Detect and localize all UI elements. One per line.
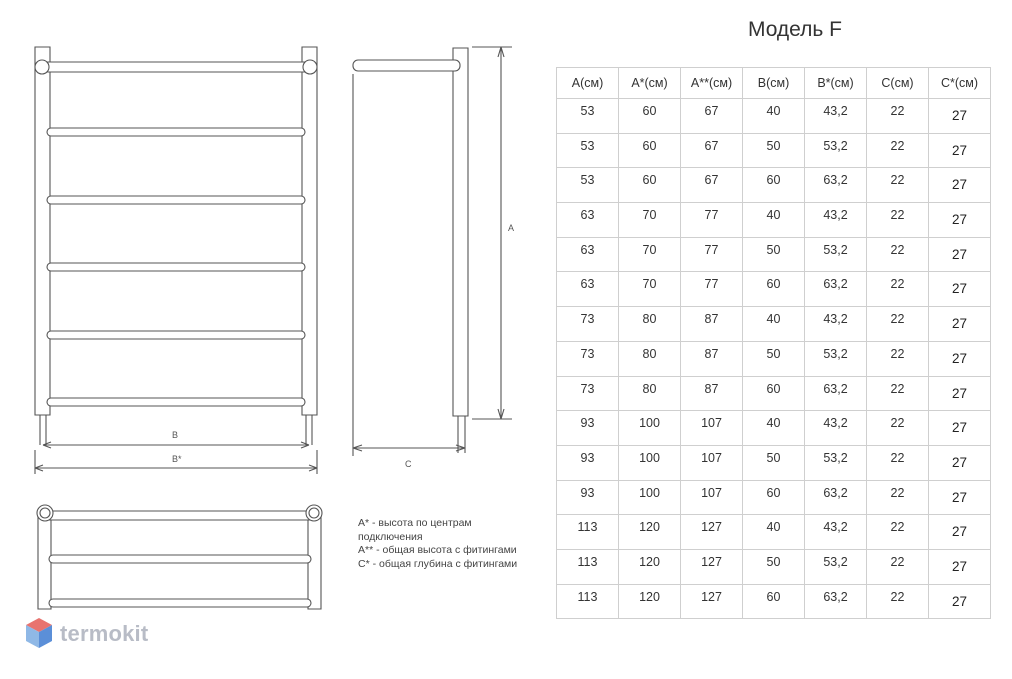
table-cell: 67 bbox=[681, 99, 743, 134]
table-cell: 22 bbox=[867, 307, 929, 342]
table-cell: 50 bbox=[743, 445, 805, 480]
column-header: A(см) bbox=[557, 68, 619, 99]
table-cell: 80 bbox=[619, 341, 681, 376]
table-cell: 22 bbox=[867, 549, 929, 584]
table-cell: 27 bbox=[929, 307, 991, 342]
table-cell: 22 bbox=[867, 203, 929, 238]
top-view-bar-2 bbox=[49, 555, 311, 563]
front-left-post bbox=[35, 47, 50, 415]
column-header: A**(см) bbox=[681, 68, 743, 99]
front-view bbox=[35, 47, 317, 474]
table-cell: 27 bbox=[929, 584, 991, 619]
table-cell: 60 bbox=[743, 376, 805, 411]
table-cell: 27 bbox=[929, 445, 991, 480]
table-cell: 127 bbox=[681, 549, 743, 584]
table-cell: 73 bbox=[557, 341, 619, 376]
table-cell: 43,2 bbox=[805, 307, 867, 342]
table-row bbox=[557, 480, 991, 515]
table-row bbox=[557, 549, 991, 584]
table-cell: 70 bbox=[619, 237, 681, 272]
dimension-a bbox=[472, 47, 515, 419]
table-cell: 40 bbox=[743, 515, 805, 550]
column-header: A*(см) bbox=[619, 68, 681, 99]
dimension-a-label: A bbox=[508, 223, 515, 233]
side-top-bar bbox=[353, 60, 460, 71]
table-cell: 27 bbox=[929, 203, 991, 238]
table-cell: 67 bbox=[681, 133, 743, 168]
table-row bbox=[557, 168, 991, 203]
dimensions-table bbox=[556, 67, 991, 619]
table-cell: 63 bbox=[557, 237, 619, 272]
front-left-connector bbox=[35, 60, 49, 74]
table-row bbox=[557, 272, 991, 307]
table-cell: 40 bbox=[743, 307, 805, 342]
table-row bbox=[557, 203, 991, 238]
table-cell: 120 bbox=[619, 549, 681, 584]
side-view bbox=[353, 47, 515, 456]
front-right-post bbox=[302, 47, 317, 415]
table-header-row bbox=[557, 68, 991, 99]
table-cell: 93 bbox=[557, 411, 619, 446]
table-cell: 63 bbox=[557, 272, 619, 307]
logo-cube-icon bbox=[24, 616, 54, 652]
table-cell: 22 bbox=[867, 133, 929, 168]
table-cell: 77 bbox=[681, 237, 743, 272]
table-row bbox=[557, 237, 991, 272]
front-right-connector bbox=[303, 60, 317, 74]
table-cell: 53,2 bbox=[805, 549, 867, 584]
table-cell: 67 bbox=[681, 168, 743, 203]
table-body bbox=[557, 99, 991, 619]
table-cell: 22 bbox=[867, 376, 929, 411]
table-cell: 27 bbox=[929, 99, 991, 134]
table-cell: 120 bbox=[619, 515, 681, 550]
table-cell: 22 bbox=[867, 445, 929, 480]
table-cell: 53,2 bbox=[805, 133, 867, 168]
dimension-c-label: C bbox=[405, 459, 412, 469]
table-cell: 53 bbox=[557, 168, 619, 203]
dimension-b-star-label: B* bbox=[172, 454, 182, 464]
table-cell: 43,2 bbox=[805, 411, 867, 446]
table-cell: 27 bbox=[929, 133, 991, 168]
table-cell: 80 bbox=[619, 307, 681, 342]
table-row bbox=[557, 307, 991, 342]
table-cell: 43,2 bbox=[805, 515, 867, 550]
table-cell: 100 bbox=[619, 480, 681, 515]
top-view-left-connector bbox=[37, 505, 53, 521]
table-cell: 107 bbox=[681, 445, 743, 480]
table-cell: 107 bbox=[681, 480, 743, 515]
front-rung-3 bbox=[47, 263, 305, 271]
table-cell: 50 bbox=[743, 133, 805, 168]
table-cell: 63,2 bbox=[805, 168, 867, 203]
table-cell: 77 bbox=[681, 203, 743, 238]
table-cell: 27 bbox=[929, 237, 991, 272]
table-cell: 27 bbox=[929, 411, 991, 446]
table-cell: 73 bbox=[557, 376, 619, 411]
table-cell: 127 bbox=[681, 515, 743, 550]
table-cell: 63,2 bbox=[805, 480, 867, 515]
top-view-bar-1 bbox=[45, 511, 315, 520]
table-cell: 63 bbox=[557, 203, 619, 238]
table-cell: 60 bbox=[619, 99, 681, 134]
table-cell: 100 bbox=[619, 445, 681, 480]
table-cell: 80 bbox=[619, 376, 681, 411]
front-rung-1 bbox=[47, 128, 305, 136]
table-cell: 27 bbox=[929, 341, 991, 376]
table-cell: 113 bbox=[557, 584, 619, 619]
front-rung-2 bbox=[47, 196, 305, 204]
table-cell: 50 bbox=[743, 237, 805, 272]
table-cell: 22 bbox=[867, 272, 929, 307]
table-cell: 22 bbox=[867, 584, 929, 619]
table-cell: 27 bbox=[929, 168, 991, 203]
column-header: B*(см) bbox=[805, 68, 867, 99]
table-row bbox=[557, 99, 991, 134]
logo bbox=[24, 616, 194, 656]
table-cell: 40 bbox=[743, 99, 805, 134]
table-cell: 63,2 bbox=[805, 376, 867, 411]
table-cell: 40 bbox=[743, 203, 805, 238]
table-cell: 113 bbox=[557, 549, 619, 584]
table-cell: 22 bbox=[867, 237, 929, 272]
front-top-bar bbox=[43, 62, 309, 72]
table-cell: 107 bbox=[681, 411, 743, 446]
table-row bbox=[557, 133, 991, 168]
table-cell: 43,2 bbox=[805, 99, 867, 134]
legend-item-a-star: A* - высота по центрам подключения bbox=[358, 517, 472, 543]
table-cell: 60 bbox=[619, 133, 681, 168]
table-cell: 70 bbox=[619, 272, 681, 307]
table-row bbox=[557, 584, 991, 619]
table-cell: 60 bbox=[743, 584, 805, 619]
table-row bbox=[557, 411, 991, 446]
table-cell: 73 bbox=[557, 307, 619, 342]
table-cell: 27 bbox=[929, 272, 991, 307]
top-view bbox=[37, 505, 322, 609]
table-cell: 22 bbox=[867, 411, 929, 446]
table-cell: 22 bbox=[867, 99, 929, 134]
table-cell: 53,2 bbox=[805, 237, 867, 272]
logo-text: termokit bbox=[60, 621, 149, 646]
table-cell: 70 bbox=[619, 203, 681, 238]
table-cell: 27 bbox=[929, 515, 991, 550]
table-cell: 40 bbox=[743, 411, 805, 446]
table-cell: 87 bbox=[681, 341, 743, 376]
table-cell: 22 bbox=[867, 480, 929, 515]
legend bbox=[358, 517, 518, 571]
table-cell: 120 bbox=[619, 584, 681, 619]
dimension-c bbox=[353, 74, 465, 456]
table-cell: 100 bbox=[619, 411, 681, 446]
table-cell: 93 bbox=[557, 445, 619, 480]
front-rung-5 bbox=[47, 398, 305, 406]
table-cell: 60 bbox=[743, 272, 805, 307]
column-header: C(см) bbox=[867, 68, 929, 99]
table-cell: 87 bbox=[681, 376, 743, 411]
table-cell: 53 bbox=[557, 133, 619, 168]
table-cell: 43,2 bbox=[805, 203, 867, 238]
legend-item-a-double-star: A** - общая высота с фитингами bbox=[358, 544, 517, 556]
table-cell: 53,2 bbox=[805, 445, 867, 480]
table-cell: 22 bbox=[867, 168, 929, 203]
table-cell: 127 bbox=[681, 584, 743, 619]
table-cell: 63,2 bbox=[805, 584, 867, 619]
table-cell: 50 bbox=[743, 341, 805, 376]
top-view-right-connector bbox=[306, 505, 322, 521]
table-cell: 93 bbox=[557, 480, 619, 515]
legend-item-c-star: C* - общая глубина с фитингами bbox=[358, 557, 518, 570]
table-row bbox=[557, 515, 991, 550]
dimension-b bbox=[43, 442, 309, 448]
table-cell: 27 bbox=[929, 480, 991, 515]
column-header: C*(см) bbox=[929, 68, 991, 99]
table-row bbox=[557, 376, 991, 411]
table-cell: 113 bbox=[557, 515, 619, 550]
table-cell: 53,2 bbox=[805, 341, 867, 376]
dimension-b-label: B bbox=[172, 430, 179, 440]
table-cell: 63,2 bbox=[805, 272, 867, 307]
table-row bbox=[557, 445, 991, 480]
table-cell: 50 bbox=[743, 549, 805, 584]
model-title: Модель F bbox=[747, 18, 843, 41]
table-cell: 60 bbox=[619, 168, 681, 203]
table-row bbox=[557, 341, 991, 376]
column-header: B(см) bbox=[743, 68, 805, 99]
table-cell: 27 bbox=[929, 549, 991, 584]
top-view-bar-3 bbox=[49, 599, 311, 607]
front-rung-4 bbox=[47, 331, 305, 339]
side-post bbox=[453, 48, 468, 416]
table-cell: 60 bbox=[743, 168, 805, 203]
table-cell: 53 bbox=[557, 99, 619, 134]
table-cell: 22 bbox=[867, 515, 929, 550]
table-cell: 22 bbox=[867, 341, 929, 376]
table-cell: 60 bbox=[743, 480, 805, 515]
table-cell: 77 bbox=[681, 272, 743, 307]
table-cell: 27 bbox=[929, 376, 991, 411]
table-cell: 87 bbox=[681, 307, 743, 342]
